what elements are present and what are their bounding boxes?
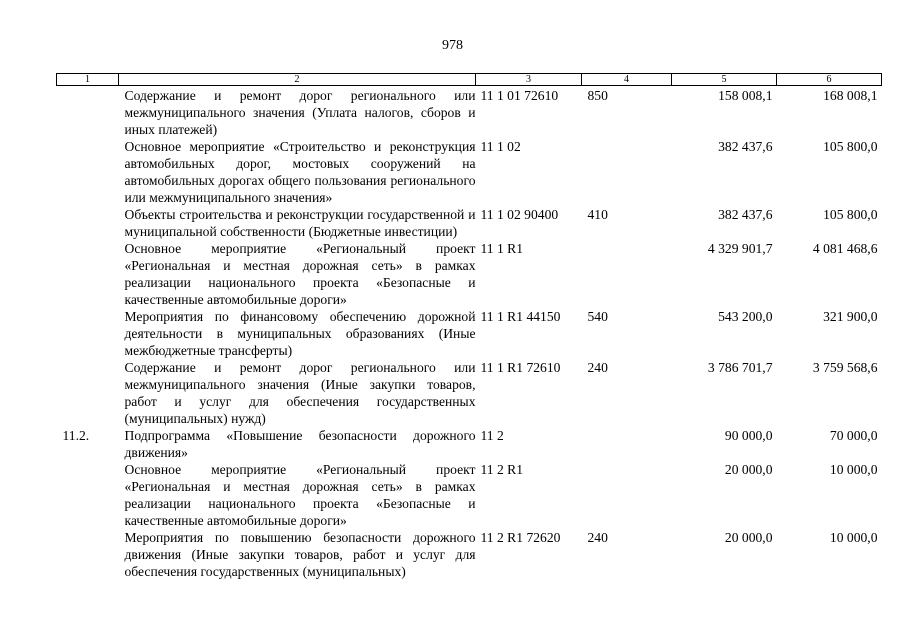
classification-code: 11 1 02: [480, 139, 521, 154]
classification-code: 11 1 01 72610: [480, 88, 559, 103]
column-number-row: [57, 74, 882, 86]
row-number: [57, 529, 119, 580]
table-header: [57, 74, 882, 86]
classification-code: 11 2 R1: [480, 462, 524, 477]
table-row: [57, 86, 882, 139]
amount-column-6: 321 900,0: [823, 309, 878, 324]
table-row: [57, 308, 882, 359]
item-name: Подпрограмма «Повышение безопасности дорожного движения»: [124, 428, 476, 460]
table-row: [57, 529, 882, 580]
expense-type: 240: [587, 530, 608, 545]
table-row: [57, 427, 882, 461]
expense-type: 850: [587, 88, 608, 103]
row-number: [57, 240, 119, 308]
column-header-3: 3: [476, 74, 582, 86]
amount-column-6: 168 008,1: [823, 88, 878, 103]
item-name: Мероприятия по финансовому обеспечению дорожной деятельности в муниципальных образованиях (Иные межбюджетные трансферты): [124, 309, 476, 358]
classification-code: 11 1 R1 44150: [480, 309, 561, 324]
row-number: [57, 138, 119, 206]
amount-column-6: 10 000,0: [829, 462, 878, 477]
item-name: Основное мероприятие «Региональный проект «Региональная и местная дорожная сеть» в рамках реализации национального проекта «Безопасные и качественные автомобильные дороги»: [124, 462, 476, 528]
column-header-2: 2: [119, 74, 476, 86]
amount-column-5: 20 000,0: [724, 530, 773, 545]
column-header-5: 5: [672, 74, 777, 86]
row-number: [57, 461, 119, 529]
expense-type: 410: [587, 207, 608, 222]
amount-column-5: 4 329 901,7: [707, 241, 773, 256]
budget-table: [56, 73, 882, 580]
classification-code: 11 2: [480, 428, 504, 443]
row-number: [57, 206, 119, 240]
amount-column-6: 10 000,0: [829, 530, 878, 545]
column-header-4: 4: [582, 74, 672, 86]
expense-type: 540: [587, 309, 608, 324]
amount-column-5: 543 200,0: [718, 309, 773, 324]
item-name: Основное мероприятие «Строительство и реконструкция автомобильных дорог, мостовых сооружений на автомобильных дорогах общего пользования регионального или межмуниципального значения»: [124, 139, 476, 205]
amount-column-6: 3 759 568,6: [812, 360, 878, 375]
row-number: 11.2.: [62, 428, 90, 443]
expense-type: [582, 138, 672, 206]
classification-code: 11 1 R1 72610: [480, 360, 561, 375]
table-row: [57, 206, 882, 240]
amount-column-5: 382 437,6: [718, 207, 773, 222]
column-header-1: 1: [57, 74, 119, 86]
classification-code: 11 1 R1: [480, 241, 524, 256]
row-number: [57, 86, 119, 139]
table-row: [57, 359, 882, 427]
item-name: Объекты строительства и реконструкции государственной и муниципальной собственности (Бюджетные инвестиции): [124, 207, 476, 239]
amount-column-6: 70 000,0: [829, 428, 878, 443]
item-name: Мероприятия по повышению безопасности дорожного движения (Иные закупки товаров, работ и услуг для обеспечения государственных (муниципальных): [124, 530, 476, 579]
amount-column-6: 105 800,0: [823, 139, 878, 154]
amount-column-5: 3 786 701,7: [707, 360, 773, 375]
table-row: [57, 240, 882, 308]
row-number: [57, 308, 119, 359]
page-number: 978: [442, 38, 463, 53]
amount-column-5: 20 000,0: [724, 462, 773, 477]
expense-type: [582, 240, 672, 308]
column-header-6: 6: [777, 74, 882, 86]
item-name: Содержание и ремонт дорог регионального или межмуниципального значения (Иные закупки товаров, работ и услуг для обеспечения государственных (муниципальных) нужд): [124, 360, 476, 426]
amount-column-6: 4 081 468,6: [812, 241, 878, 256]
amount-column-5: 90 000,0: [724, 428, 773, 443]
classification-code: 11 1 02 90400: [480, 207, 559, 222]
expense-type: [582, 427, 672, 461]
amount-column-6: 105 800,0: [823, 207, 878, 222]
classification-code: 11 2 R1 72620: [480, 530, 561, 545]
expense-type: 240: [587, 360, 608, 375]
amount-column-5: 158 008,1: [718, 88, 773, 103]
table-row: [57, 461, 882, 529]
expense-type: [582, 461, 672, 529]
table-row: [57, 138, 882, 206]
amount-column-5: 382 437,6: [718, 139, 773, 154]
item-name: Содержание и ремонт дорог регионального или межмуниципального значения (Уплата налогов, сборов и иных платежей): [124, 88, 476, 137]
item-name: Основное мероприятие «Региональный проект «Региональная и местная дорожная сеть» в рамках реализации национального проекта «Безопасные и качественные автомобильные дороги»: [124, 241, 476, 307]
row-number: [57, 359, 119, 427]
